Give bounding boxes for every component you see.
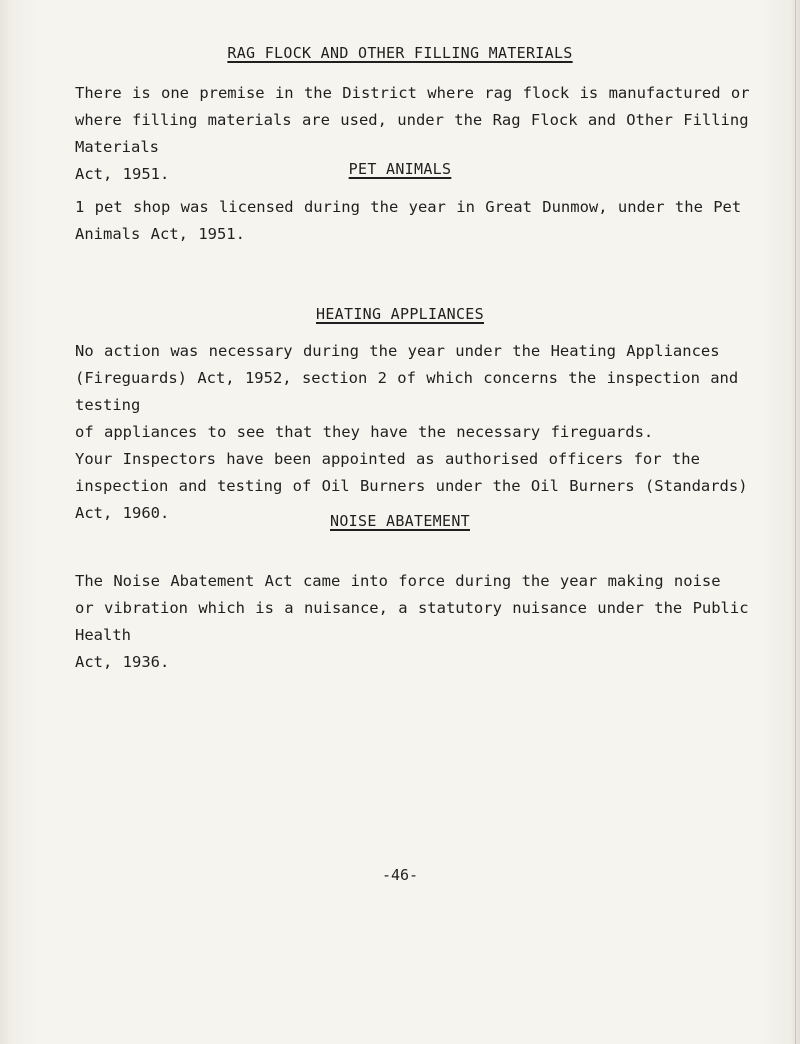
page-number: -46-: [381, 866, 419, 884]
heading-heating-appliances: HEATING APPLIANCES: [316, 305, 484, 323]
paragraph-heating-appliances: No action was necessary during the year under the Heating Appliances (Fireguards) Act, 1952, section 2 of which concerns the inspection and testing of appliances to see that they have the necessary fireguards. Your Inspectors have been appointed as authorised officers for the inspection and testing of Oil Burners under the Oil Burners (Standards) Act, 1960.: [75, 342, 748, 522]
heading-rag-flock: RAG FLOCK AND OTHER FILLING MATERIALS: [227, 44, 573, 62]
paragraph-pet-animals: 1 pet shop was licensed during the year in Great Dunmow, under the Pet Animals Act, 1951.: [75, 198, 742, 243]
heading-noise-abatement: NOISE ABATEMENT: [330, 512, 470, 530]
paragraph-rag-flock: There is one premise in the District where rag flock is manufactured or where filling materials are used, under the Rag Flock and Other Filling Materials Act, 1951.: [75, 84, 750, 183]
paragraph-noise-abatement: The Noise Abatement Act came into force during the year making noise or vibration which is a nuisance, a statutory nuisance under the Public Health Act, 1936.: [75, 572, 749, 671]
heading-pet-animals: PET ANIMALS: [348, 160, 452, 178]
